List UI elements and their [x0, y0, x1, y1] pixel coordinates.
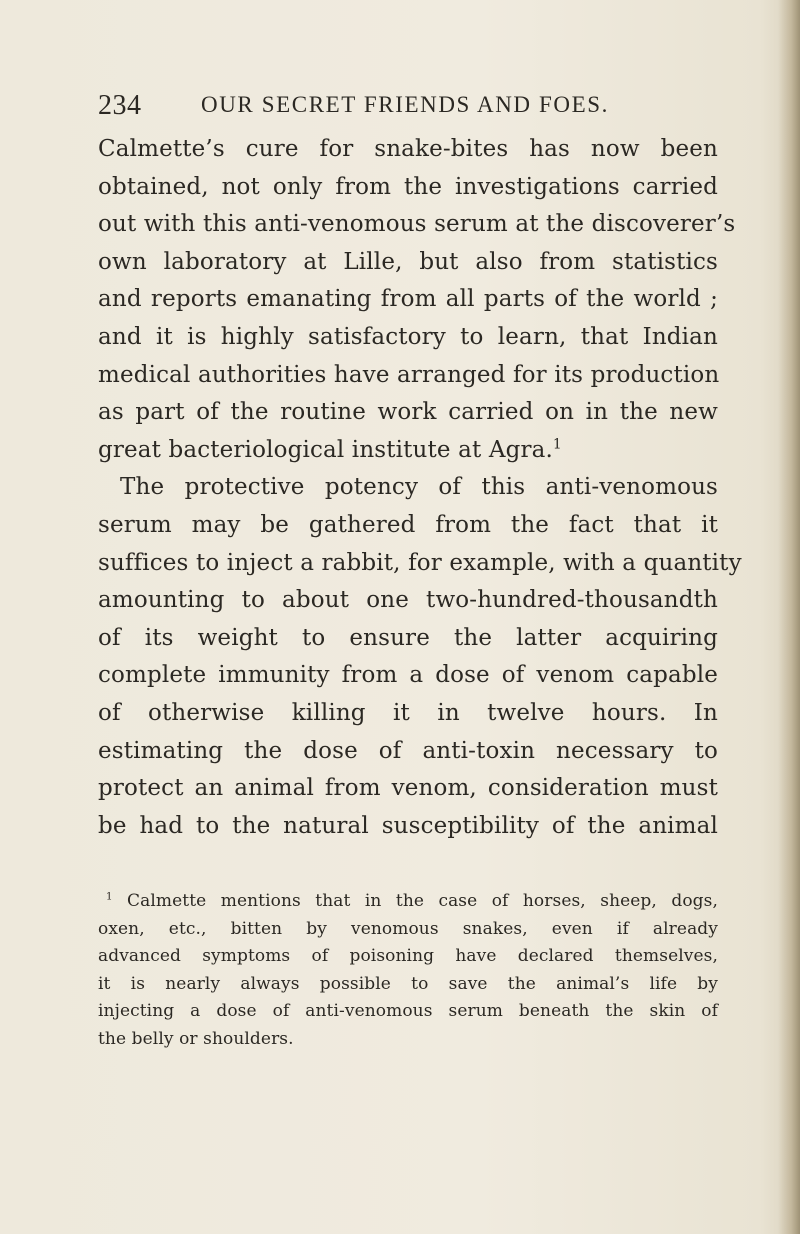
text-line: complete immunity from a dose of venom capable	[98, 662, 718, 689]
footnote-line: injecting a dose of anti-venomous serum beneath the skin of	[98, 1001, 718, 1021]
text-line: and it is highly satisfactory to learn, that Indian	[98, 323, 718, 350]
footnote-line-text: Calmette mentions that in the case of horses, sheep, dogs,	[127, 891, 718, 911]
text-line-content: great bacteriological institute at Agra.	[98, 436, 553, 463]
paragraph-2	[98, 469, 742, 845]
footnote-line: advanced symptoms of poisoning have declared themselves,	[98, 946, 718, 966]
body-text	[98, 131, 742, 845]
footnote-line: the belly or shoulders.	[98, 1028, 294, 1049]
text-line: obtained, not only from the investigations carried	[98, 173, 718, 200]
text-line: out with this anti-venomous serum at the discoverer’s	[98, 211, 736, 238]
text-line: and reports emanating from all parts of the world ;	[98, 286, 718, 313]
text-line: be had to the natural susceptibility of the animal	[98, 812, 718, 839]
footnote-reference: 1	[552, 436, 562, 453]
text-line: medical authorities have arranged for its production	[98, 361, 720, 388]
footnote-line: oxen, etc., bitten by venomous snakes, even if already	[98, 918, 718, 939]
text-line: amounting to about one two-hundred-thousandth	[98, 587, 718, 614]
footnote-marker: 1	[106, 891, 113, 903]
text-line: of otherwise killing it in twelve hours. In	[98, 699, 718, 726]
text-line: serum may be gathered from the fact that it	[98, 511, 718, 538]
footnote-line: it is nearly always possible to save the animal’s life by	[98, 973, 718, 994]
text-line: of its weight to ensure the latter acquiring	[98, 624, 718, 651]
footnote-line	[98, 888, 718, 916]
page-header	[98, 90, 698, 126]
text-line	[98, 432, 718, 470]
running-head: OUR SECRET FRIENDS AND FOES.	[201, 92, 609, 117]
page-edge-shadow	[778, 0, 800, 1234]
text-line: suffices to inject a rabbit, for example, with a quantity	[98, 549, 742, 576]
text-line: Calmette’s cure for snake-bites has now been	[98, 136, 718, 162]
paragraph-1	[98, 131, 736, 469]
text-line: own laboratory at Lille, but also from statistics	[98, 248, 718, 275]
text-line: The protective potency of this anti-venomous	[120, 474, 718, 501]
footnote	[98, 888, 718, 1053]
text-line: protect an animal from venom, consideration must	[98, 775, 718, 802]
text-line: as part of the routine work carried on in the new	[98, 399, 718, 426]
page-number: 234	[98, 90, 142, 121]
text-line: estimating the dose of anti-toxin necessary to	[98, 737, 718, 764]
